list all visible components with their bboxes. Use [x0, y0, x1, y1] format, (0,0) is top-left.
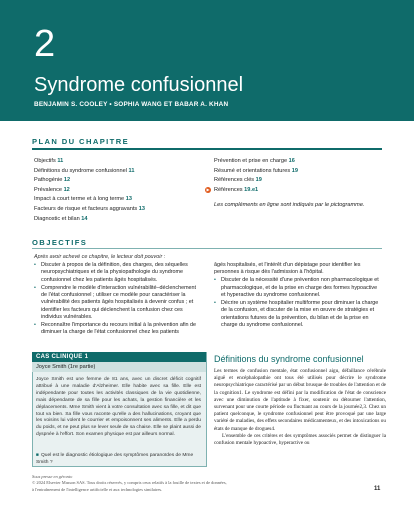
toc-item[interactable]: Facteurs de risque et facteurs aggravants 13 — [34, 205, 146, 212]
online-arrow-icon: ▶ — [206, 187, 210, 193]
chapter-authors: BENJAMIN S. COOLEY • SOPHIA WANG ET BABAR A. KHAN — [34, 101, 229, 108]
toc-item-online[interactable]: ▶ Références 19.e1 — [206, 186, 259, 193]
toc-item[interactable]: Références clés 19 — [214, 177, 262, 184]
question-marker-icon: ■ — [36, 453, 39, 458]
objectifs-right-list — [214, 262, 382, 330]
toc-item[interactable]: Résumé et orientations futures 19 — [214, 167, 298, 174]
objective-item-continued: âgés hospitalisés, et l'intérêt d'un dépistage pour identifier les personnes à risque dès l'admission à l'hôpital. — [214, 262, 361, 276]
objectifs-left-list — [34, 262, 202, 337]
toc-right-column — [206, 157, 384, 211]
objective-item: • Reconnaître l'importance du recours initial à la prévention afin de diminuer la charge de l'état confusionnel chez les patients — [34, 322, 202, 337]
objective-item: • Décrire un système hospitalier multiforme pour diminuer la charge de la confusion, et discuter de la mise en œuvre de stratégies et orientations futures de la prévention, du bilan et de la prise en charge du syndrome confusionnel. — [214, 300, 382, 330]
chapter-banner — [0, 0, 414, 121]
toc-left-column — [34, 157, 199, 224]
plan-heading: PLAN DU CHAPITRE — [32, 137, 130, 146]
chapter-title: Syndrome confusionnel — [34, 74, 244, 96]
footer-line: Sous presse en géronto — [32, 474, 73, 479]
toc-item[interactable]: Diagnostic et bilan 14 — [34, 215, 88, 222]
case-label: CAS CLINIQUE 1 — [32, 352, 206, 362]
chapter-number: 2 — [34, 23, 56, 65]
definitions-paragraph: Les termes de confusion mentale, état confusionnel aigu, défaillance cérébrale aiguë et encéphalopathie ont tous été utilisés pour décrire le syndrome neuropsychiatrique caractérisé par un début brusque de troubles de l'attention et de la cognition1. Le syndrome est défini par la modification de l'état de conscience avec une diminution de l'aptitude à fixer, soutenir ou détourner l'attention, survenant pour une courte période ou fluctuant au cours de la journée2,3. Chez un patient quelconque, le syndrome confusionnel peut être provoqué par une large variété de maladies, des effets secondaires médicamenteux, et des intoxications ou états de manque de drogues4. — [214, 368, 386, 432]
objective-item: • Discuter à propos de la définition, des charges, des séquelles neuropsychiatriques et de la physiopathologie du syndrome confusionnel chez les patients âgés hospitalisés. — [34, 262, 202, 284]
objective-item: • Comprendre le modèle d'interaction vulnérabilité–déclenchement de l'état confusionnel ; utiliser ce modèle pour caractériser la vulnérabilité des patients âgés hospitalisés à devenir confus ; et identifier les facteurs qui déclenchent la confusion chez ces individus vulnérables. — [34, 285, 202, 322]
case-body: Joyce Smith est une femme de 81 ans, avec un discret déficit cognitif attribué à une maladie d'Alzheimer. Elle habite avec sa fille. Elle est indépendante pour toutes les activités classiques de la vie quotidienne, mais dépendante de sa fille pour les achats, la gestion financière et les déplacements. Mme Smith vient à votre consultation avec sa fille, et dit que tout va bien. Sa fille vous raconte qu'elle a des hallucinations, croyant que les voisins lui volent le courrier et empoisonnent ses aliments. Elle a perdu du poids, et ne peut plus se lever seule de sa chaise. Elle se plaint aussi de dyspnée à l'effort. Son examen physique est par ailleurs normal. — [36, 377, 201, 438]
toc-item[interactable]: Impact à court terme et à long terme 13 — [34, 196, 132, 203]
toc-item[interactable]: Objectifs 11 — [34, 158, 64, 164]
toc-item[interactable]: Définitions du syndrome confusionnel 11 — [34, 167, 135, 174]
objectifs-heading: OBJECTIFS — [32, 238, 88, 247]
definitions-body — [214, 368, 386, 447]
footer-line: © 2024 Elsevier Masson SAS. Tous droits réservés, y compris ceux relatifs à la fouille de textes et de données, — [32, 480, 227, 486]
objectifs-intro: Après avoir achevé ce chapitre, le lecteur doit pouvoir : — [34, 254, 166, 260]
case-question: ■ Quel est le diagnostic étiologique des symptômes paranoïdes de Mme Smith ? — [36, 453, 194, 465]
objective-item: • Discuter de la nécessité d'une prévention non pharmacologique et pharmacologique, et de la prise en charge des formes hypoactive et hyperactive du syndrome confusionnel. — [214, 277, 382, 299]
toc-item[interactable]: Pathogénie 12 — [34, 177, 71, 184]
footer-line: à l'entraînement de l'intelligence artificielle et aux technologies similaires. — [32, 486, 163, 492]
definitions-paragraph: L'ensemble de ces critères et des symptômes associés permet de distinguer la confusion mentale hypoactive, hyperactive ou — [214, 432, 386, 447]
case-patient: Joyce Smith (1re partie) — [32, 362, 206, 372]
plan-rule — [32, 148, 382, 150]
objectifs-rule — [32, 248, 382, 249]
definitions-title: Définitions du syndrome confusionnel — [214, 354, 364, 364]
toc-note: Les compléments en ligne sont indiqués par le pictogramme. — [214, 202, 365, 209]
toc-item[interactable]: Prévalence 12 — [34, 186, 70, 193]
page-footer — [32, 474, 362, 493]
toc-item[interactable]: Prévention et prise en charge 16 — [214, 158, 295, 164]
page-number: 11 — [374, 486, 381, 492]
